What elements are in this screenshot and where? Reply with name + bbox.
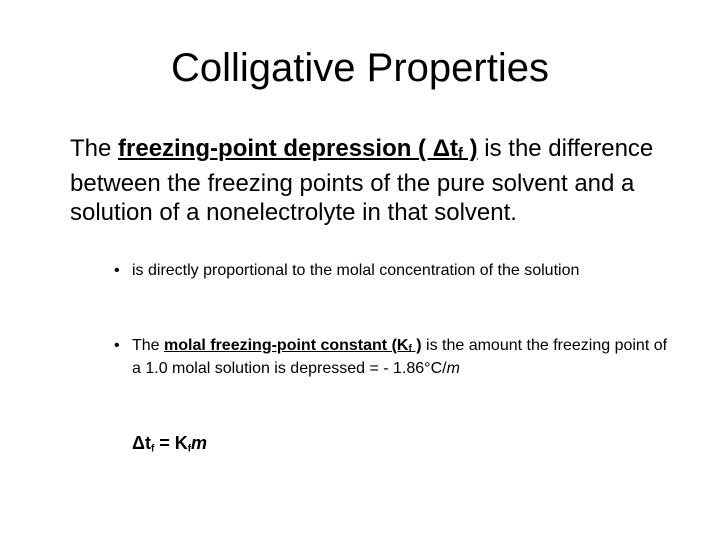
formula-delta-t: Δt <box>132 433 151 453</box>
bullet-item-constant <box>114 336 674 400</box>
intro-term-sub: f <box>457 146 463 163</box>
bullet-term-close: ) <box>411 337 422 354</box>
intro-rest: is the difference between the freezing points of the pure solvent and a solution of a nonelectrolyte in that solvent. <box>70 135 654 227</box>
intro-paragraph <box>70 134 680 227</box>
bullet-term <box>164 337 422 354</box>
intro-term-close: ) <box>462 135 478 162</box>
formula <box>132 432 207 460</box>
intro-term <box>118 135 478 162</box>
bullet-term-text: molal freezing-point constant (K <box>164 337 409 354</box>
bullet-text: is directly proportional to the molal concentration of the solution <box>132 262 580 279</box>
intro-lead: The <box>70 135 119 162</box>
formula-sub-f2: f <box>187 443 192 455</box>
bullet-rest-m: m <box>446 360 460 378</box>
slide-title: Colligative Properties <box>171 46 549 90</box>
bullet-item-proportional <box>114 261 674 303</box>
formula-m: m <box>191 433 208 453</box>
intro-term-text: freezing-point depression ( Δt <box>118 135 458 162</box>
bullet-term-sub: f <box>408 343 412 355</box>
bullet-marker: • <box>114 337 120 354</box>
formula-eq-k: = K <box>154 433 188 453</box>
bullet-marker: • <box>114 262 120 279</box>
bullet-rest: is the amount the freezing point of a 1.0 molal solution is depressed = - 1.86°C/ <box>132 337 668 378</box>
formula-sub-f1: f <box>150 443 155 455</box>
bullet-text <box>132 336 672 379</box>
bullet-lead: The <box>132 337 165 354</box>
